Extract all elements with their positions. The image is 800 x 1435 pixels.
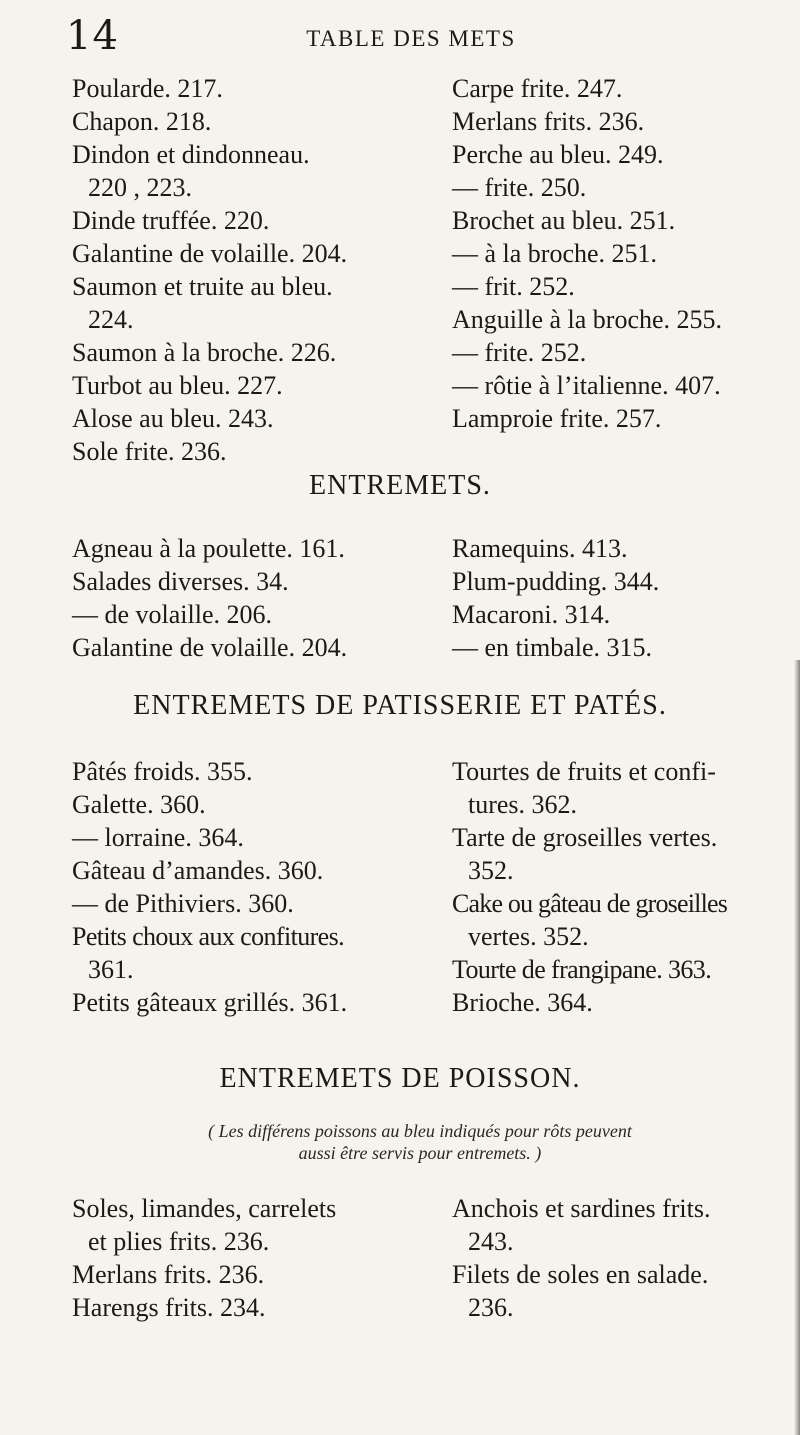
list-item: Chapon. 218. bbox=[72, 107, 212, 136]
list-item: Salades diverses. 34. bbox=[72, 567, 289, 596]
list-item: — de volaille. 206. bbox=[72, 600, 273, 629]
list-item: Dindon et dindonneau. bbox=[72, 140, 310, 169]
section-title-patisserie: ENTREMETS DE PATISSERIE ET PATÉS. bbox=[133, 690, 667, 721]
list-item: Brochet au bleu. 251. bbox=[452, 206, 676, 235]
note-line: aussi être servis pour entremets. ) bbox=[298, 1143, 542, 1163]
list-item: — frite. 252. bbox=[452, 338, 587, 367]
page-number: 14 bbox=[66, 13, 119, 59]
top-right-column bbox=[452, 72, 782, 435]
list-item: Alose au bleu. 243. bbox=[72, 404, 274, 433]
list-item: Poularde. 217. bbox=[72, 74, 223, 103]
list-item: Tarte de groseilles vertes. bbox=[452, 823, 718, 852]
entremets-left-column bbox=[72, 532, 432, 664]
list-item: 352. bbox=[468, 856, 514, 885]
list-item: Gâteau d’amandes. 360. bbox=[72, 856, 324, 885]
list-item: 220 , 223. bbox=[88, 173, 192, 202]
section-title-poisson: ENTREMETS DE POISSON. bbox=[219, 1063, 581, 1094]
list-item: Tourtes de fruits et confi- bbox=[452, 757, 716, 786]
list-item: Carpe frite. 247. bbox=[452, 74, 623, 103]
page-edge-shadow bbox=[794, 660, 800, 1435]
list-item: Sole frite. 236. bbox=[72, 437, 227, 466]
poisson-right-column bbox=[452, 1192, 782, 1324]
list-item: Petits choux aux confitures. bbox=[72, 922, 345, 951]
list-item: — lorraine. 364. bbox=[72, 823, 244, 852]
list-item: vertes. 352. bbox=[468, 922, 589, 951]
list-item: 224. bbox=[88, 305, 134, 334]
list-item: Galantine de volaille. 204. bbox=[72, 633, 348, 662]
note-line: ( Les différens poissons au bleu indiqués pour rôts peuvent bbox=[208, 1121, 632, 1141]
list-item: — frite. 250. bbox=[452, 173, 587, 202]
list-item: Dinde truffée. 220. bbox=[72, 206, 270, 235]
list-item: Pâtés froids. 355. bbox=[72, 757, 253, 786]
list-item: Anguille à la broche. 255. bbox=[452, 305, 723, 334]
list-item: Macaroni. 314. bbox=[452, 600, 611, 629]
section-title-entremets: ENTREMETS. bbox=[309, 470, 491, 501]
list-item: et plies frits. 236. bbox=[88, 1227, 270, 1256]
list-item: Soles, limandes, carrelets bbox=[72, 1194, 337, 1223]
list-item: Plum-pudding. 344. bbox=[452, 567, 660, 596]
list-item: Saumon à la broche. 226. bbox=[72, 338, 337, 367]
list-item: Petits gâteaux grillés. 361. bbox=[72, 988, 348, 1017]
list-item: — rôtie à l’italienne. 407. bbox=[452, 371, 721, 400]
list-item: Lamproie frite. 257. bbox=[452, 404, 662, 433]
list-item: Galette. 360. bbox=[72, 790, 206, 819]
list-item: Anchois et sardines frits. bbox=[452, 1194, 711, 1223]
list-item: Turbot au bleu. 227. bbox=[72, 371, 283, 400]
list-item: Saumon et truite au bleu. bbox=[72, 272, 333, 301]
section-note bbox=[100, 1120, 740, 1164]
list-item: Galantine de volaille. 204. bbox=[72, 239, 348, 268]
patisserie-left-column bbox=[72, 755, 432, 1019]
patisserie-right-column bbox=[452, 755, 782, 1019]
list-item: Harengs frits. 234. bbox=[72, 1293, 266, 1322]
entremets-right-column bbox=[452, 532, 782, 664]
list-item: Brioche. 364. bbox=[452, 988, 593, 1017]
top-left-column bbox=[72, 72, 432, 468]
list-item: — de Pithiviers. 360. bbox=[72, 889, 294, 918]
poisson-left-column bbox=[72, 1192, 432, 1324]
running-title: TABLE DES METS bbox=[306, 26, 516, 51]
list-item: 361. bbox=[88, 955, 134, 984]
running-head bbox=[66, 12, 756, 62]
list-item: Tourte de frangipane. 363. bbox=[452, 955, 712, 984]
list-item: Agneau à la poulette. 161. bbox=[72, 534, 345, 563]
list-item: 243. bbox=[468, 1227, 514, 1256]
list-item: Merlans frits. 236. bbox=[72, 1260, 265, 1289]
list-item: — en timbale. 315. bbox=[452, 633, 653, 662]
list-item: Ramequins. 413. bbox=[452, 534, 628, 563]
list-item: Filets de soles en salade. bbox=[452, 1260, 709, 1289]
list-item: — frit. 252. bbox=[452, 272, 575, 301]
list-item: Perche au bleu. 249. bbox=[452, 140, 664, 169]
list-item: Merlans frits. 236. bbox=[452, 107, 645, 136]
list-item: Cake ou gâteau de groseilles bbox=[452, 889, 728, 918]
list-item: 236. bbox=[468, 1293, 514, 1322]
list-item: tures. 362. bbox=[468, 790, 578, 819]
list-item: — à la broche. 251. bbox=[452, 239, 658, 268]
